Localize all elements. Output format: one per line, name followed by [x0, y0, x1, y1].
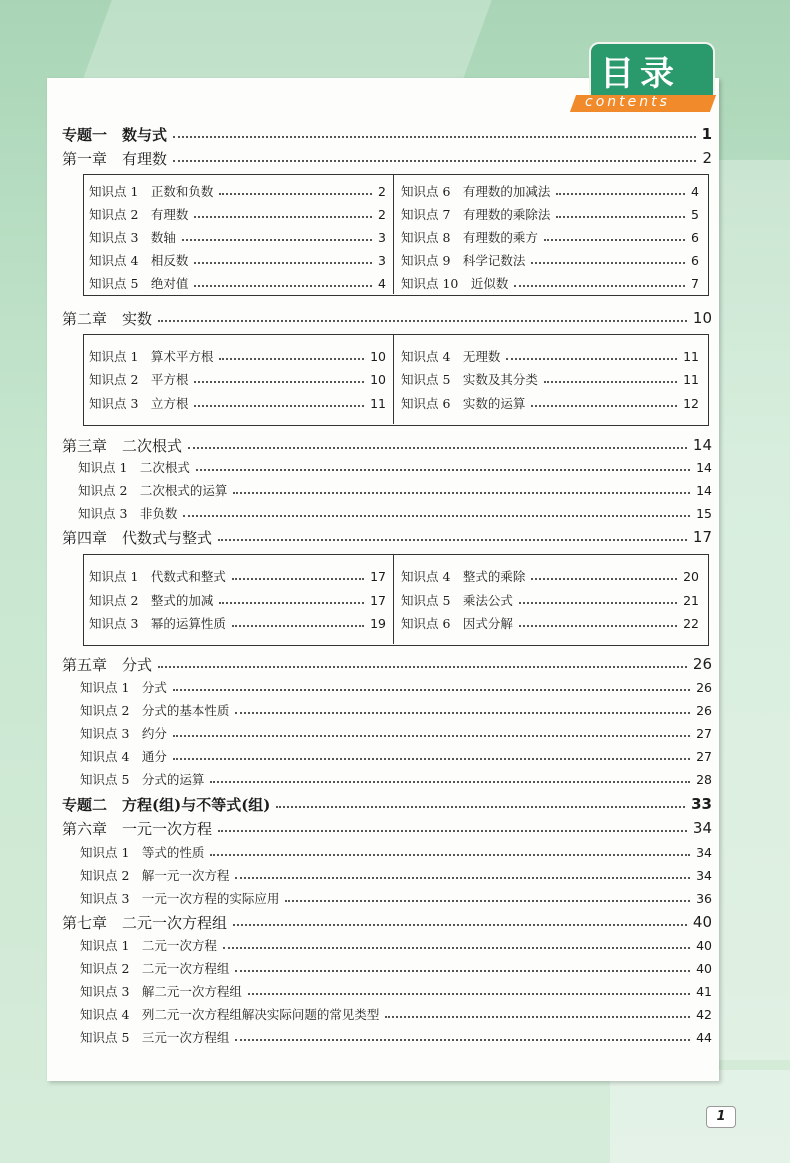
dot-leader: [276, 806, 685, 808]
item-entry[interactable]: [401, 204, 699, 224]
item-entry[interactable]: [89, 566, 386, 586]
background-shape: [610, 1070, 790, 1163]
item-entry[interactable]: [89, 273, 386, 293]
dot-leader: [556, 193, 685, 195]
dot-leader: [531, 578, 677, 580]
item-label: 知识点 4 整式的乘除: [401, 569, 526, 584]
dot-leader: [173, 758, 690, 760]
dot-leader: [233, 924, 687, 926]
item-label: 知识点 3 立方根: [89, 396, 189, 411]
item-label: 知识点 6 实数的运算: [401, 396, 526, 411]
dot-leader: [194, 262, 372, 264]
item-entry[interactable]: [80, 700, 712, 720]
dot-leader: [519, 602, 677, 604]
item-page-number: 26: [696, 679, 712, 695]
item-entry[interactable]: [80, 746, 712, 766]
dot-leader: [218, 830, 687, 832]
item-page-number: 34: [696, 867, 712, 883]
topic-entry[interactable]: [62, 794, 712, 814]
dot-leader: [285, 900, 690, 902]
item-entry[interactable]: [401, 273, 699, 293]
item-entry[interactable]: [78, 503, 712, 523]
item-label: 知识点 1 正数和负数: [89, 184, 214, 199]
item-page-number: 6: [691, 252, 699, 268]
topic-label: 专题二 方程(组)与不等式(组): [62, 795, 271, 814]
item-label: 知识点 5 实数及其分类: [401, 372, 538, 387]
item-entry[interactable]: [89, 369, 386, 389]
item-page-number: 14: [696, 459, 712, 475]
item-label: 知识点 2 平方根: [89, 372, 189, 387]
dot-leader: [248, 993, 690, 995]
topic-label: 专题一 数与式: [62, 125, 168, 144]
item-entry[interactable]: [80, 1027, 712, 1047]
dot-leader: [506, 358, 677, 360]
box-divider: [393, 554, 394, 644]
topic-page-number: 33: [691, 795, 712, 813]
dot-leader: [210, 781, 690, 783]
item-entry[interactable]: [80, 723, 712, 743]
item-entry[interactable]: [80, 842, 712, 862]
item-entry[interactable]: [401, 566, 699, 586]
item-label: 知识点 6 有理数的加减法: [401, 184, 551, 199]
item-page-number: 3: [378, 252, 386, 268]
item-label: 知识点 3 非负数: [78, 506, 178, 521]
chapter-label: 第六章 一元一次方程: [62, 819, 213, 838]
chapter-entry[interactable]: [62, 912, 712, 932]
chapter-page-number: 34: [692, 819, 712, 837]
dot-leader: [173, 160, 696, 162]
box-divider: [393, 174, 394, 294]
item-entry[interactable]: [401, 227, 699, 247]
item-label: 知识点 5 乘法公式: [401, 593, 513, 608]
item-entry[interactable]: [401, 181, 699, 201]
item-label: 知识点 3 解二元一次方程组: [80, 984, 242, 999]
item-label: 知识点 4 无理数: [401, 349, 501, 364]
dot-leader: [232, 625, 364, 627]
dot-leader: [235, 877, 690, 879]
item-label: 知识点 5 分式的运算: [80, 772, 205, 787]
dot-leader: [235, 970, 690, 972]
item-entry[interactable]: [89, 204, 386, 224]
dot-leader: [183, 515, 690, 517]
item-label: 知识点 5 三元一次方程组: [80, 1030, 230, 1045]
item-entry[interactable]: [401, 369, 699, 389]
chapter-entry[interactable]: [62, 148, 712, 168]
item-page-number: 7: [691, 275, 699, 291]
dot-leader: [519, 625, 677, 627]
dot-leader: [531, 262, 685, 264]
item-label: 知识点 9 科学记数法: [401, 253, 526, 268]
item-entry[interactable]: [80, 1004, 712, 1024]
dot-leader: [158, 320, 687, 322]
dot-leader: [514, 285, 685, 287]
dot-leader: [223, 947, 690, 949]
item-page-number: 22: [683, 615, 699, 631]
item-entry[interactable]: [89, 181, 386, 201]
item-label: 知识点 1 二次根式: [78, 460, 190, 475]
item-label: 知识点 2 分式的基本性质: [80, 703, 230, 718]
chapter-label: 第二章 实数: [62, 309, 153, 328]
chapter-entry[interactable]: [62, 435, 712, 455]
dot-leader: [233, 492, 690, 494]
item-page-number: 17: [370, 592, 386, 608]
item-label: 知识点 5 绝对值: [89, 276, 189, 291]
dot-leader: [173, 136, 696, 138]
item-page-number: 34: [696, 844, 712, 860]
dot-leader: [556, 216, 685, 218]
chapter-label: 第四章 代数式与整式: [62, 528, 213, 547]
dot-leader: [544, 381, 677, 383]
dot-leader: [219, 358, 364, 360]
dot-leader: [188, 447, 687, 449]
item-entry[interactable]: [89, 613, 386, 633]
dot-leader: [544, 239, 685, 241]
topic-page-number: 1: [701, 125, 712, 143]
item-page-number: 2: [378, 206, 386, 222]
item-page-number: 4: [378, 275, 386, 291]
item-label: 知识点 3 数轴: [89, 230, 176, 245]
item-page-number: 27: [696, 748, 712, 764]
chapter-label: 第七章 二元一次方程组: [62, 913, 228, 932]
dot-leader: [235, 1039, 690, 1041]
chapter-label: 第一章 有理数: [62, 149, 168, 168]
item-page-number: 10: [370, 371, 386, 387]
item-page-number: 19: [370, 615, 386, 631]
dot-leader: [219, 193, 372, 195]
chapter-page-number: 17: [692, 528, 712, 546]
page-title: 目录: [600, 54, 680, 94]
item-entry[interactable]: [89, 250, 386, 270]
dot-leader: [194, 381, 364, 383]
page-subtitle: contents: [585, 94, 670, 110]
item-page-number: 6: [691, 229, 699, 245]
item-entry[interactable]: [89, 227, 386, 247]
item-label: 知识点 2 二次根式的运算: [78, 483, 228, 498]
item-label: 知识点 1 算术平方根: [89, 349, 214, 364]
dot-leader: [173, 735, 690, 737]
item-page-number: 15: [696, 505, 712, 521]
item-page-number: 41: [696, 983, 712, 999]
item-entry[interactable]: [89, 346, 386, 366]
item-label: 知识点 7 有理数的乘除法: [401, 207, 551, 222]
item-label: 知识点 4 列二元一次方程组解决实际问题的常见类型: [80, 1007, 380, 1022]
item-entry[interactable]: [78, 480, 712, 500]
dot-leader: [194, 285, 372, 287]
topic-entry[interactable]: [62, 124, 712, 144]
dot-leader: [194, 216, 372, 218]
dot-leader: [194, 405, 364, 407]
item-label: 知识点 8 有理数的乘方: [401, 230, 538, 245]
item-entry[interactable]: [89, 393, 386, 413]
item-entry[interactable]: [80, 935, 712, 955]
item-page-number: 11: [683, 348, 699, 364]
item-label: 知识点 2 整式的加减: [89, 593, 214, 608]
item-page-number: 20: [683, 568, 699, 584]
item-entry[interactable]: [80, 769, 712, 789]
item-entry[interactable]: [401, 346, 699, 366]
item-label: 知识点 10 近似数: [401, 276, 509, 291]
item-entry[interactable]: [78, 457, 712, 477]
item-page-number: 2: [378, 183, 386, 199]
item-label: 知识点 3 幂的运算性质: [89, 616, 226, 631]
item-page-number: 36: [696, 890, 712, 906]
item-page-number: 11: [683, 371, 699, 387]
item-page-number: 42: [696, 1006, 712, 1022]
item-entry[interactable]: [401, 613, 699, 633]
dot-leader: [158, 666, 687, 668]
chapter-page-number: 26: [692, 655, 712, 673]
dot-leader: [182, 239, 372, 241]
item-page-number: 44: [696, 1029, 712, 1045]
item-page-number: 5: [691, 206, 699, 222]
background-shape: [710, 160, 790, 1060]
item-page-number: 14: [696, 482, 712, 498]
item-label: 知识点 2 有理数: [89, 207, 189, 222]
item-label: 知识点 3 一元一次方程的实际应用: [80, 891, 280, 906]
item-label: 知识点 4 通分: [80, 749, 167, 764]
item-entry[interactable]: [401, 393, 699, 413]
dot-leader: [173, 689, 690, 691]
dot-leader: [196, 469, 690, 471]
dot-leader: [219, 602, 364, 604]
item-entry[interactable]: [80, 677, 712, 697]
item-entry[interactable]: [401, 250, 699, 270]
chapter-entry[interactable]: [62, 818, 712, 838]
chapter-page-number: 2: [702, 149, 712, 167]
item-label: 知识点 4 相反数: [89, 253, 189, 268]
item-page-number: 4: [691, 183, 699, 199]
item-page-number: 21: [683, 592, 699, 608]
chapter-entry[interactable]: [62, 308, 712, 328]
item-page-number: 11: [370, 395, 386, 411]
dot-leader: [218, 539, 687, 541]
item-page-number: 12: [683, 395, 699, 411]
item-label: 知识点 1 代数式和整式: [89, 569, 226, 584]
item-page-number: 17: [370, 568, 386, 584]
chapter-page-number: 10: [692, 309, 712, 327]
item-label: 知识点 1 二元一次方程: [80, 938, 217, 953]
item-entry[interactable]: [80, 958, 712, 978]
item-entry[interactable]: [401, 590, 699, 610]
item-label: 知识点 2 解一元一次方程: [80, 868, 230, 883]
chapter-label: 第五章 分式: [62, 655, 153, 674]
item-entry[interactable]: [80, 981, 712, 1001]
dot-leader: [235, 712, 690, 714]
dot-leader: [385, 1016, 690, 1018]
item-page-number: 27: [696, 725, 712, 741]
item-page-number: 3: [378, 229, 386, 245]
item-entry[interactable]: [80, 865, 712, 885]
dot-leader: [232, 578, 364, 580]
dot-leader: [210, 854, 690, 856]
item-label: 知识点 3 约分: [80, 726, 167, 741]
chapter-page-number: 14: [692, 436, 712, 454]
item-label: 知识点 1 分式: [80, 680, 167, 695]
item-page-number: 10: [370, 348, 386, 364]
item-page-number: 40: [696, 937, 712, 953]
dot-leader: [531, 405, 677, 407]
item-page-number: 26: [696, 702, 712, 718]
item-label: 知识点 6 因式分解: [401, 616, 513, 631]
item-label: 知识点 2 二元一次方程组: [80, 961, 230, 976]
chapter-entry[interactable]: [62, 527, 712, 547]
item-page-number: 40: [696, 960, 712, 976]
page-number: 1: [706, 1106, 736, 1128]
box-divider: [393, 334, 394, 424]
chapter-page-number: 40: [692, 913, 712, 931]
chapter-entry[interactable]: [62, 654, 712, 674]
item-entry[interactable]: [89, 590, 386, 610]
chapter-label: 第三章 二次根式: [62, 436, 183, 455]
item-entry[interactable]: [80, 888, 712, 908]
item-label: 知识点 1 等式的性质: [80, 845, 205, 860]
item-page-number: 28: [696, 771, 712, 787]
